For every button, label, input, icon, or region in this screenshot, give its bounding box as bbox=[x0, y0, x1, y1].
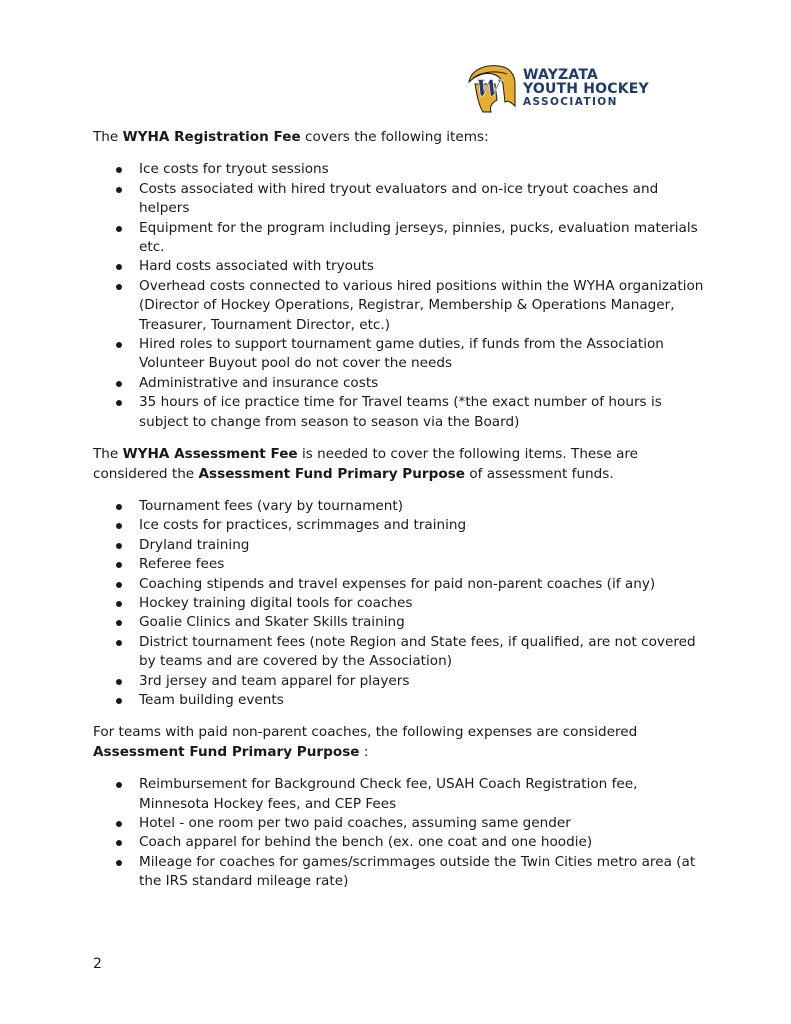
assessment-fee-list bbox=[93, 497, 705, 710]
list-item: Costs associated with hired tryout evaluators and on-ice tryout coaches and helpers bbox=[93, 180, 705, 219]
list-item: Administrative and insurance costs bbox=[93, 374, 705, 393]
wyha-logo bbox=[463, 62, 649, 114]
list-item: Dryland training bbox=[93, 536, 705, 555]
list-item: 35 hours of ice practice time for Travel teams (*the exact number of hours is subject to change from season to season via the Board) bbox=[93, 393, 705, 432]
list-item: Coach apparel for behind the bench (ex. one coat and one hoodie) bbox=[93, 833, 705, 852]
document-body bbox=[93, 128, 705, 905]
list-item: Reimbursement for Background Check fee, USAH Coach Registration fee, Minnesota Hockey fees, and CEP Fees bbox=[93, 775, 705, 814]
list-item: Equipment for the program including jerseys, pinnies, pucks, evaluation materials etc. bbox=[93, 219, 705, 258]
list-item: Goalie Clinics and Skater Skills training bbox=[93, 613, 705, 632]
list-item: Team building events bbox=[93, 691, 705, 710]
list-item: Overhead costs connected to various hired positions within the WYHA organization (Director of Hockey Operations, Registrar, Membership & Operations Manager, Treasurer, Tournament Director, etc.) bbox=[93, 277, 705, 335]
list-item: Coaching stipends and travel expenses for paid non-parent coaches (if any) bbox=[93, 575, 705, 594]
list-item: Hockey training digital tools for coaches bbox=[93, 594, 705, 613]
list-item: Hotel - one room per two paid coaches, assuming same gender bbox=[93, 814, 705, 833]
list-item: Hard costs associated with tryouts bbox=[93, 257, 705, 276]
list-item: Mileage for coaches for games/scrimmages outside the Twin Cities metro area (at the IRS standard mileage rate) bbox=[93, 853, 705, 892]
logo-line-1: WAYZATA bbox=[523, 66, 599, 83]
registration-fee-intro: The WYHA Registration Fee covers the following items: bbox=[93, 129, 489, 145]
list-item: District tournament fees (note Region and State fees, if qualified, are not covered by teams and are covered by the Association) bbox=[93, 633, 705, 672]
paid-coaches-list bbox=[93, 775, 705, 891]
list-item: Tournament fees (vary by tournament) bbox=[93, 497, 705, 516]
registration-fee-list bbox=[93, 160, 705, 432]
list-item: 3rd jersey and team apparel for players bbox=[93, 672, 705, 691]
assessment-fee-intro: The WYHA Assessment Fee is needed to cover the following items. These are considered the Assessment Fund Primary Purpose of assessment funds. bbox=[93, 446, 639, 482]
paid-coaches-intro: For teams with paid non-parent coaches, the following expenses are considered Assessment Fund Primary Purpose : bbox=[93, 724, 638, 760]
list-item: Referee fees bbox=[93, 555, 705, 574]
logo-line-3: ASSOCIATION bbox=[523, 95, 618, 108]
list-item: Hired roles to support tournament game duties, if funds from the Association Volunteer Buyout pool do not cover the needs bbox=[93, 335, 705, 374]
logo-wordmark bbox=[523, 68, 649, 109]
logo-line-2: YOUTH HOCKEY bbox=[523, 80, 649, 97]
page-number: 2 bbox=[93, 956, 102, 972]
svg-text:W: W bbox=[476, 76, 501, 102]
list-item: Ice costs for practices, scrimmages and training bbox=[93, 516, 705, 535]
trojan-helmet-w-icon bbox=[463, 62, 517, 114]
list-item: Ice costs for tryout sessions bbox=[93, 160, 705, 179]
